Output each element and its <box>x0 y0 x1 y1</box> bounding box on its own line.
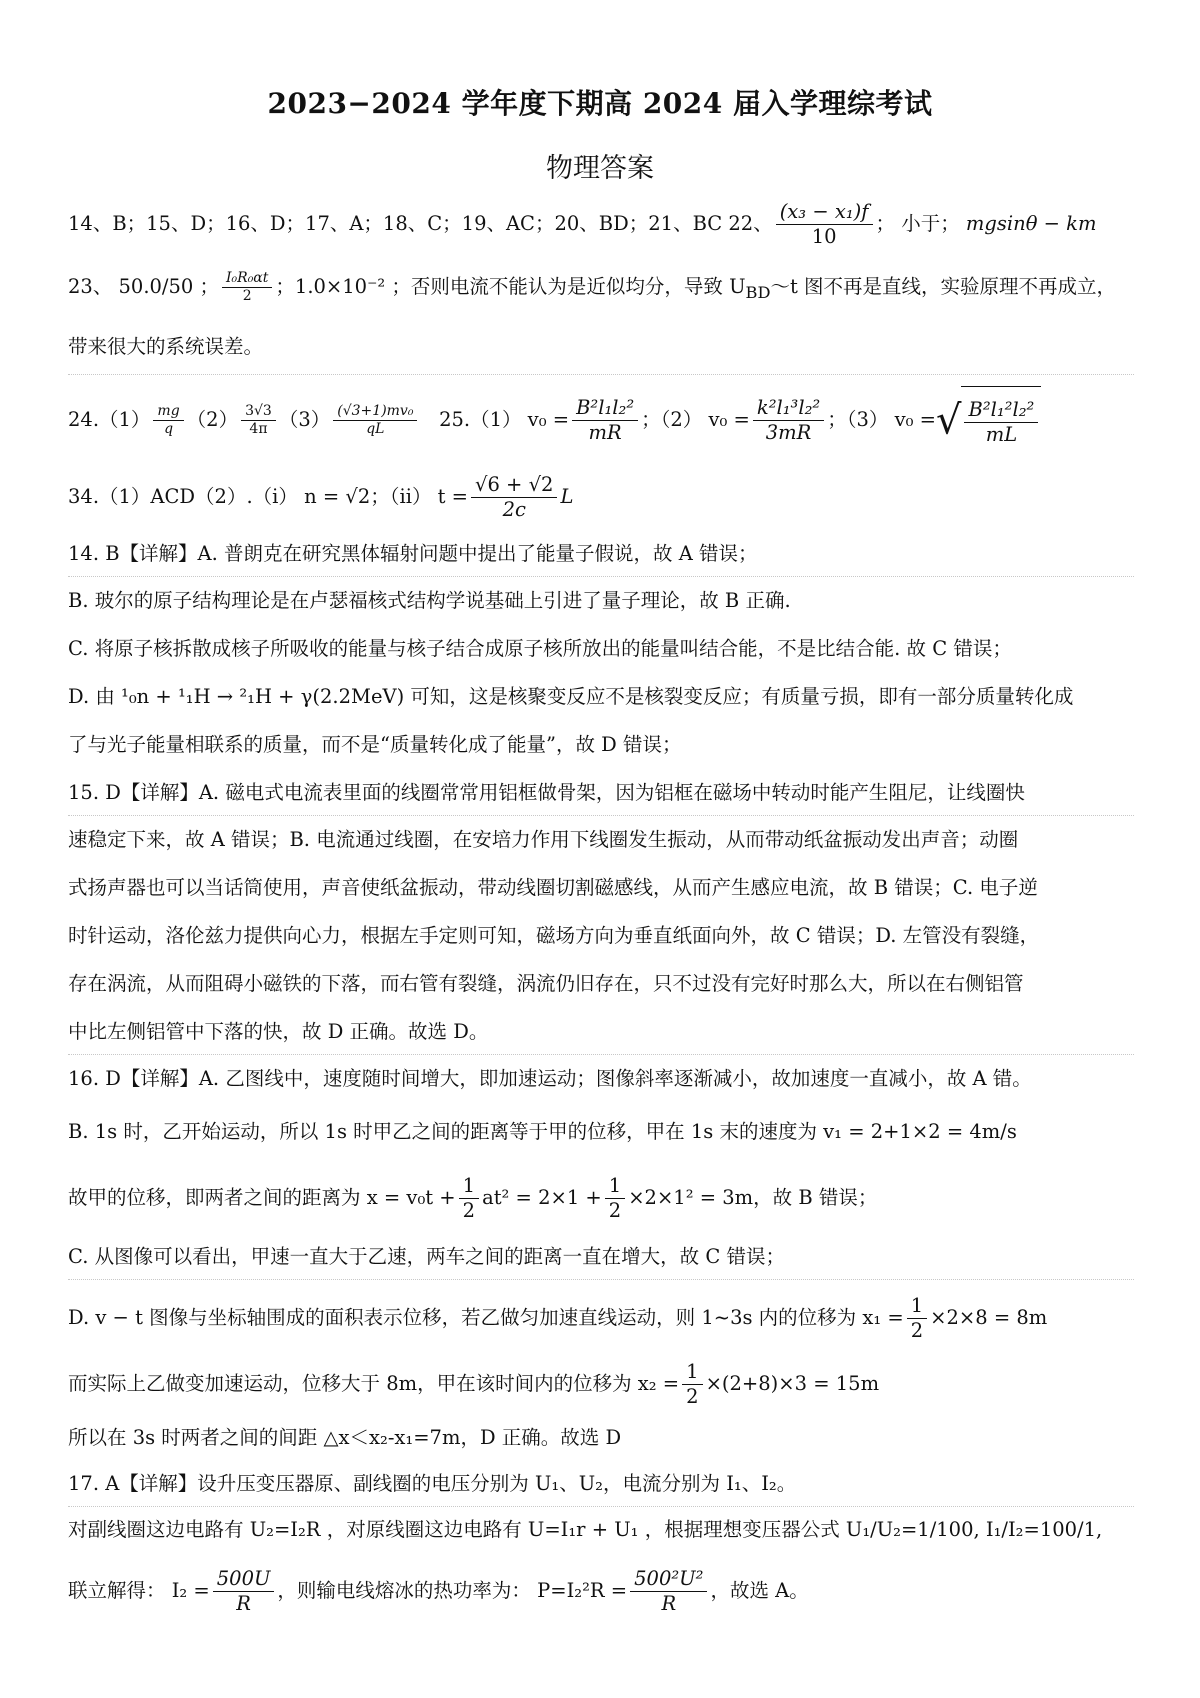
q34-tail: L <box>560 485 574 508</box>
sqrt-sign-icon: √ <box>935 397 962 444</box>
half-den: 2 <box>462 1199 476 1222</box>
power-fraction-den: R <box>661 1592 677 1615</box>
divider <box>68 1506 1134 1507</box>
power-fraction-num: 500²U² <box>630 1567 707 1592</box>
q23-fraction-num: I₀R₀αt <box>222 270 272 289</box>
detail-line-14-c: ×2×1² = 3m，故 B 错误； <box>628 1186 878 1209</box>
answer-row-2-suffix: ；1.0×10⁻² ；否则电流不能认为是近似均分，导致 U <box>275 275 746 298</box>
q25-fraction-2 <box>753 396 824 446</box>
detail-line-5: 了与光子能量相联系的质量，而不是“质量转化成了能量”，故 D 错误； <box>68 733 682 756</box>
detail-line-21-c: ，故选 A。 <box>710 1579 809 1602</box>
answer-row-1 <box>68 194 1138 254</box>
q25-fraction-1-den: mR <box>588 421 622 444</box>
detail-line-3: C. 将原子核拆散成核子所吸收的能量与核子结合成原子核所放出的能量叫结合能，不是比结合能. 故 C 错误； <box>68 637 1012 660</box>
page-title: 2023−2024 学年度下期高 2024 届入学理综考试 <box>267 87 933 120</box>
q25-fraction-2-num: k²l₁³l₂² <box>753 396 824 421</box>
i2-fraction-num: 500U <box>213 1567 275 1592</box>
detail-line-16-b: ×2×8 = 8m <box>930 1306 1048 1329</box>
q24-fraction-1 <box>153 403 183 439</box>
q24-fraction-2-num: 3√3 <box>241 403 276 422</box>
detail-line-17-a: 而实际上乙做变加速运动，位移大于 8m，甲在该时间内的位移为 x₂ = <box>68 1372 680 1395</box>
q25-fraction-3 <box>964 398 1038 448</box>
detail-line-17 <box>68 1354 1138 1414</box>
detail-line-16 <box>68 1288 1138 1348</box>
half-fraction <box>459 1174 479 1224</box>
half-fraction <box>907 1294 927 1344</box>
q25-sqrt <box>936 386 1041 452</box>
q24-label: 24.（1） <box>68 408 151 431</box>
half-num: 1 <box>907 1294 927 1319</box>
q34-label: 34.（1）ACD（2）.（i） n = √2；（ii） t = <box>68 485 469 508</box>
q25-fraction-1-num: B²l₁l₂² <box>572 396 638 421</box>
detail-line-7: 速稳定下来，故 A 错误；B. 电流通过线圈，在安培力作用下线圈发生振动，从而带动纸盆振动发出声音；动圈 <box>68 828 1019 851</box>
answer-row-5 <box>68 466 1138 528</box>
q25-fraction-1 <box>572 396 638 446</box>
q22-fraction <box>776 200 873 250</box>
answer-row-2-tail: ～t 图不再是直线，实验原理不再成立， <box>770 275 1117 298</box>
detail-line-6: 15. D【详解】A. 磁电式电流表里面的线圈常常用铝框做骨架，因为铝框在磁场中转动时能产生阻尼，让线圈快 <box>68 781 1025 804</box>
q34-fraction-num: √6 + √2 <box>471 473 557 498</box>
detail-line-21 <box>68 1558 1138 1624</box>
answer-row-1-suffix-b: mgsinθ − km <box>965 212 1097 235</box>
detail-line-8: 式扬声器也可以当话筒使用，声音使纸盆振动，带动线圈切割磁感线，从而产生感应电流，故 B 错误；C. 电子逆 <box>68 876 1038 899</box>
half-fraction <box>605 1174 625 1224</box>
divider <box>68 815 1134 816</box>
q24-fraction-1-num: mg <box>153 403 183 422</box>
detail-line-21-a: 联立解得： I₂ = <box>68 1579 210 1602</box>
detail-line-21-b: ，则输电线熔冰的热功率为： P=I₂²R = <box>277 1579 628 1602</box>
q25-fraction-3-den: mL <box>985 423 1018 446</box>
q24-label-3: （3） <box>278 408 331 431</box>
detail-line-10: 存在涡流，从而阻碍小磁铁的下落，而右管有裂缝，涡流仍旧存在，只不过没有完好时那么大，所以在右侧铝管 <box>68 972 1024 995</box>
detail-line-1: 14. B【详解】A. 普朗克在研究黑体辐射问题中提出了能量子假说，故 A 错误； <box>68 542 758 565</box>
answer-row-4 <box>68 386 1138 452</box>
detail-line-13: B. 1s 时，乙开始运动，所以 1s 时甲乙之间的距离等于甲的位移，甲在 1s 末的速度为 v₁ = 2+1×2 = 4m/s <box>68 1120 1017 1143</box>
detail-line-4: D. 由 ¹₀n + ¹₁H → ²₁H + γ(2.2MeV) 可知，这是核聚变反应不是核裂变反应；有质量亏损，即有一部分质量转化成 <box>68 685 1074 708</box>
i2-fraction-den: R <box>236 1592 251 1615</box>
half-num: 1 <box>459 1174 479 1199</box>
answer-row-2-prefix: 23、 50.0/50 ； <box>68 275 220 298</box>
q24-fraction-2 <box>241 403 276 439</box>
q25-fraction-2-den: 3mR <box>765 421 812 444</box>
divider <box>68 576 1134 577</box>
half-den: 2 <box>910 1319 924 1342</box>
q34-fraction-den: 2c <box>502 498 526 521</box>
detail-line-14-b: at² = 2×1 + <box>482 1186 602 1209</box>
page-subtitle: 物理答案 <box>546 153 654 184</box>
detail-line-11: 中比左侧铝管中下落的快，故 D 正确。故选 D。 <box>68 1020 489 1043</box>
half-den: 2 <box>686 1385 699 1408</box>
divider <box>68 1279 1134 1280</box>
answer-row-1-prefix: 14、B；15、D；16、D；17、A；18、C；19、AC；20、BD；21、BC 22、 <box>68 212 773 235</box>
detail-line-14-a: 故甲的位移，即两者之间的距离为 x = v₀t + <box>68 1186 456 1209</box>
detail-line-16-a: D. v − t 图像与坐标轴围成的面积表示位移，若乙做匀加速直线运动，则 1~3s 内的位移为 x₁ = <box>68 1306 904 1329</box>
power-fraction <box>630 1567 707 1617</box>
q25-label-3: ；（3） v₀ = <box>827 408 936 431</box>
detail-line-20: 对副线圈这边电路有 U₂=I₂R ，对原线圈这边电路有 U=I₁r + U₁ ，根据理想变压器公式 U₁/U₂=1/100, I₁/I₂=100/1, <box>68 1518 1103 1541</box>
q25-fraction-3-num: B²l₁²l₂² <box>964 398 1038 423</box>
answer-row-1-suffix-a: ； 小于； <box>875 212 960 235</box>
q24-fraction-3 <box>333 403 417 439</box>
i2-fraction <box>213 1567 275 1617</box>
detail-line-17-b: ×(2+8)×3 = 15m <box>705 1372 880 1395</box>
answer-row-2-sub: BD <box>745 282 771 302</box>
half-num: 1 <box>605 1174 625 1199</box>
divider <box>68 374 1134 375</box>
detail-line-14 <box>68 1168 1138 1228</box>
detail-line-19: 17. A【详解】设升压变压器原、副线圈的电压分别为 U₁、U₂，电流分别为 I₁、I₂。 <box>68 1472 797 1495</box>
divider <box>68 1054 1134 1055</box>
half-fraction <box>682 1360 702 1410</box>
detail-line-18: 所以在 3s 时两者之间的间距 △x＜x₂-x₁=7m，D 正确。故选 D <box>68 1426 622 1449</box>
q25-label: 25.（1） v₀ = <box>439 408 570 431</box>
answer-row-2 <box>68 262 1138 312</box>
q24-fraction-3-den: qL <box>366 421 385 437</box>
q22-fraction-den: 10 <box>811 225 837 248</box>
q24-label-2: （2） <box>186 408 239 431</box>
half-num: 1 <box>682 1360 702 1385</box>
detail-line-2: B. 玻尔的原子结构理论是在卢瑟福核式结构学说基础上引进了量子理论，故 B 正确. <box>68 589 791 612</box>
q23-fraction <box>222 270 272 306</box>
detail-line-12: 16. D【详解】A. 乙图线中，速度随时间增大，即加速运动；图像斜率逐渐减小，故加速度一直减小，故 A 错。 <box>68 1067 1032 1090</box>
q24-fraction-2-den: 4π <box>249 421 268 437</box>
detail-line-15: C. 从图像可以看出，甲速一直大于乙速，两车之间的距离一直在增大，故 C 错误； <box>68 1245 785 1268</box>
half-den: 2 <box>608 1199 622 1222</box>
q24-fraction-3-num: (√3+1)mv₀ <box>333 403 417 422</box>
q22-fraction-num: (x₃ − x₁)f <box>776 200 873 225</box>
q24-fraction-1-den: q <box>164 421 174 437</box>
q34-fraction <box>471 473 557 523</box>
q25-label-2: ；（2） v₀ = <box>641 408 750 431</box>
q23-fraction-den: 2 <box>242 288 252 304</box>
detail-line-9: 时针运动，洛伦兹力提供向心力，根据左手定则可知，磁场方向为垂直纸面向外，故 C 错误；D. 左管没有裂缝， <box>68 924 1040 947</box>
answer-row-3: 带来很大的系统误差。 <box>68 335 264 358</box>
